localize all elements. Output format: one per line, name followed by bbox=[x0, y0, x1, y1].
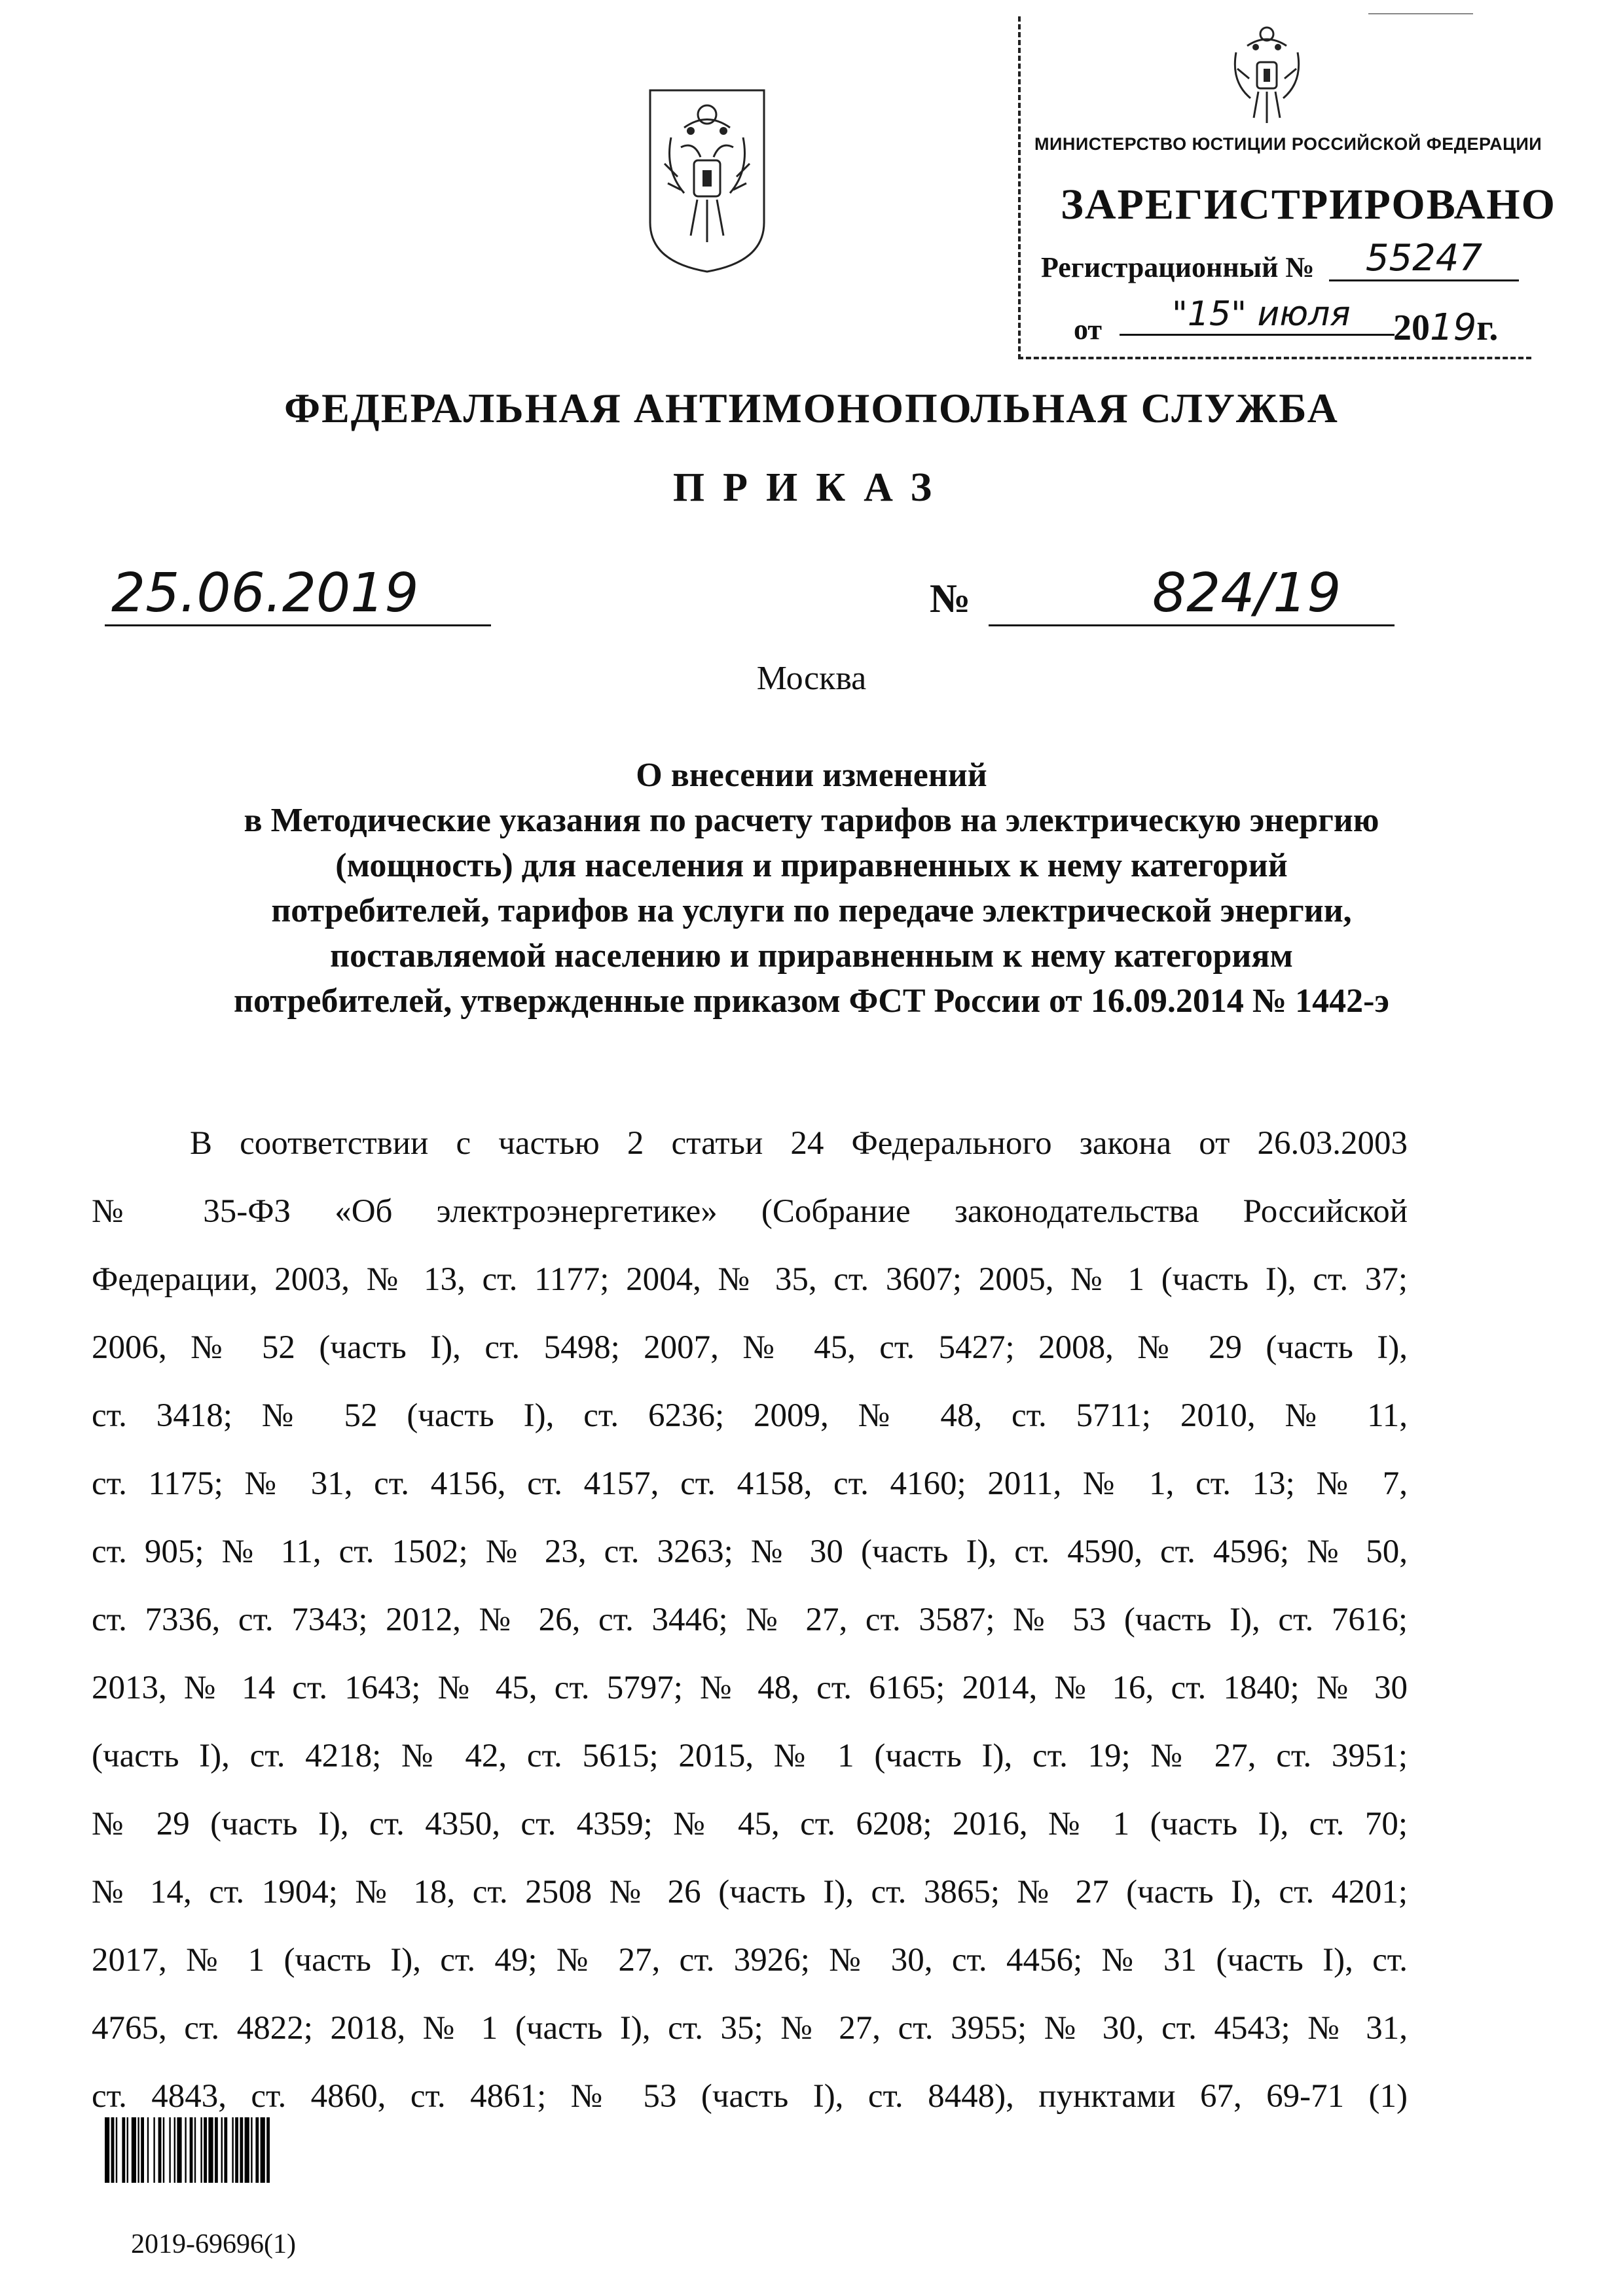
barcode-bar bbox=[122, 2117, 125, 2183]
stamp-year-handwritten: 19 bbox=[1430, 306, 1477, 349]
stamp-ministry-text: МИНИСТЕРСТВО ЮСТИЦИИ РОССИЙСКОЙ ФЕДЕРАЦИИ bbox=[1034, 134, 1542, 154]
body-line: 2006, № 52 (часть I), ст. 5498; 2007, № 45, ст. 5427; 2008, № 29 (часть I), bbox=[92, 1329, 1408, 1366]
document-type: ПРИКАЗ bbox=[672, 465, 951, 510]
body-line: Федерации, 2003, № 13, ст. 1177; 2004, № 35, ст. 3607; 2005, № 1 (часть I), ст. 37; bbox=[92, 1261, 1408, 1298]
body-line: ст. 1175; № 31, ст. 4156, ст. 4157, ст. 4158, ст. 4160; 2011, № 1, ст. 13; № 7, bbox=[92, 1465, 1408, 1502]
barcode-bar bbox=[266, 2117, 270, 2183]
state-emblem-icon bbox=[645, 85, 769, 275]
body-line: № 35-ФЗ «Об электроэнергетике» (Собрание законодательства Российской bbox=[92, 1193, 1408, 1230]
body-line: ст. 4843, ст. 4860, ст. 4861; № 53 (часть I), ст. 8448), пунктами 67, 69-71 (1) bbox=[92, 2078, 1408, 2115]
order-number: 824/19 bbox=[989, 563, 1395, 626]
barcode-bar bbox=[141, 2117, 144, 2183]
barcode-bar bbox=[194, 2117, 196, 2183]
title-line: в Методические указания по расчету тарифов на электрическую энергию bbox=[244, 802, 1379, 839]
barcode-bar bbox=[251, 2117, 252, 2183]
title-line: поставляемой населению и приравненным к нему категориям bbox=[330, 937, 1293, 975]
barcode-bar bbox=[208, 2117, 213, 2183]
barcode-bar bbox=[127, 2117, 128, 2183]
title-line: потребителей, тарифов на услуги по передаче электрической энергии, bbox=[271, 892, 1352, 929]
barcode-bar bbox=[137, 2117, 139, 2183]
body-line: № 29 (часть I), ст. 4350, ст. 4359; № 45, ст. 6208; 2016, № 1 (часть I), ст. 70; bbox=[92, 1806, 1408, 1842]
barcode-bar bbox=[132, 2117, 136, 2183]
barcode-bar bbox=[200, 2117, 202, 2183]
body-line: ст. 7336, ст. 7343; 2012, № 26, ст. 3446; № 27, ст. 3587; № 53 (часть I), ст. 7616; bbox=[92, 1602, 1408, 1638]
body-line: № 14, ст. 1904; № 18, ст. 2508 № 26 (часть I), ст. 3865; № 27 (часть I), ст. 4201; bbox=[92, 1874, 1408, 1910]
stamp-emblem-icon bbox=[1224, 20, 1309, 128]
agency-name: ФЕДЕРАЛЬНАЯ АНТИМОНОПОЛЬНАЯ СЛУЖБА bbox=[284, 385, 1339, 431]
stamp-year-suffix: г. bbox=[1476, 308, 1499, 348]
barcode-bar bbox=[116, 2117, 117, 2183]
stamp-date-handwritten bbox=[1120, 295, 1395, 336]
stamp-date-value: "15" июля bbox=[1172, 295, 1351, 334]
title-line: потребителей, утвержденные приказом ФСТ России от 16.09.2014 № 1442-э bbox=[234, 982, 1389, 1020]
title-line: (мощность) для населения и приравненных к нему категорий bbox=[335, 847, 1288, 884]
city: Москва bbox=[756, 660, 867, 697]
barcode-bar bbox=[153, 2117, 155, 2183]
barcode-bar bbox=[190, 2117, 193, 2183]
document-body bbox=[92, 1109, 1408, 2130]
barcode-bar bbox=[111, 2117, 115, 2183]
stamp-year-prefix: 20 bbox=[1393, 308, 1430, 348]
barcode-bar bbox=[232, 2117, 233, 2183]
document-id: 2019-69696(1) bbox=[131, 2229, 296, 2259]
barcode-bar bbox=[185, 2117, 186, 2183]
barcode-bar bbox=[105, 2117, 109, 2183]
barcode bbox=[105, 2117, 354, 2183]
barcode-bar bbox=[224, 2117, 227, 2183]
barcode-bar bbox=[235, 2117, 238, 2183]
body-line: В соответствии с частью 2 статьи 24 Федерального закона от 26.03.2003 bbox=[190, 1125, 1408, 1162]
barcode-bar bbox=[169, 2117, 170, 2183]
barcode-bar bbox=[255, 2117, 259, 2183]
stamp-top-line bbox=[1368, 13, 1473, 14]
body-line: ст. 905; № 11, ст. 1502; № 23, ст. 3263; № 30 (часть I), ст. 4590, ст. 4596; № 50, bbox=[92, 1534, 1408, 1570]
barcode-bar bbox=[245, 2117, 249, 2183]
barcode-bar bbox=[221, 2117, 223, 2183]
stamp-date-prefix: от bbox=[1074, 314, 1103, 346]
stamp-reg-number-label: Регистрационный № bbox=[1041, 251, 1315, 283]
barcode-bar bbox=[261, 2117, 265, 2183]
body-line: ст. 3418; № 52 (часть I), ст. 6236; 2009, № 48, ст. 5711; 2010, № 11, bbox=[92, 1397, 1408, 1434]
stamp-reg-number-value: 55247 bbox=[1329, 237, 1519, 281]
barcode-bar bbox=[158, 2117, 162, 2183]
body-line: 2013, № 14 ст. 1643; № 45, ст. 5797; № 48, ст. 6165; 2014, № 16, ст. 1840; № 30 bbox=[92, 1670, 1408, 1706]
body-line: (часть I), ст. 4218; № 42, ст. 5615; 2015, № 1 (часть I), ст. 19; № 27, ст. 3951; bbox=[92, 1738, 1408, 1774]
document-title bbox=[85, 753, 1538, 1024]
title-line: О внесении изменений bbox=[636, 757, 987, 794]
barcode-bar bbox=[204, 2117, 207, 2183]
barcode-bar bbox=[215, 2117, 218, 2183]
barcode-bar bbox=[163, 2117, 164, 2183]
barcode-bar bbox=[174, 2117, 175, 2183]
stamp-registered-text: ЗАРЕГИСТРИРОВАНО bbox=[1061, 181, 1556, 228]
body-line: 4765, ст. 4822; 2018, № 1 (часть I), ст. 35; № 27, ст. 3955; № 30, ст. 4543; № 31, bbox=[92, 2010, 1408, 2047]
order-number-sign: № bbox=[930, 577, 971, 621]
stamp-year bbox=[1393, 306, 1498, 349]
barcode-bar bbox=[240, 2117, 243, 2183]
body-line: 2017, № 1 (часть I), ст. 49; № 27, ст. 3926; № 30, ст. 4456; № 31 (часть I), ст. bbox=[92, 1942, 1408, 1979]
barcode-bar bbox=[177, 2117, 181, 2183]
barcode-bar bbox=[147, 2117, 149, 2183]
order-date: 25.06.2019 bbox=[105, 563, 491, 626]
